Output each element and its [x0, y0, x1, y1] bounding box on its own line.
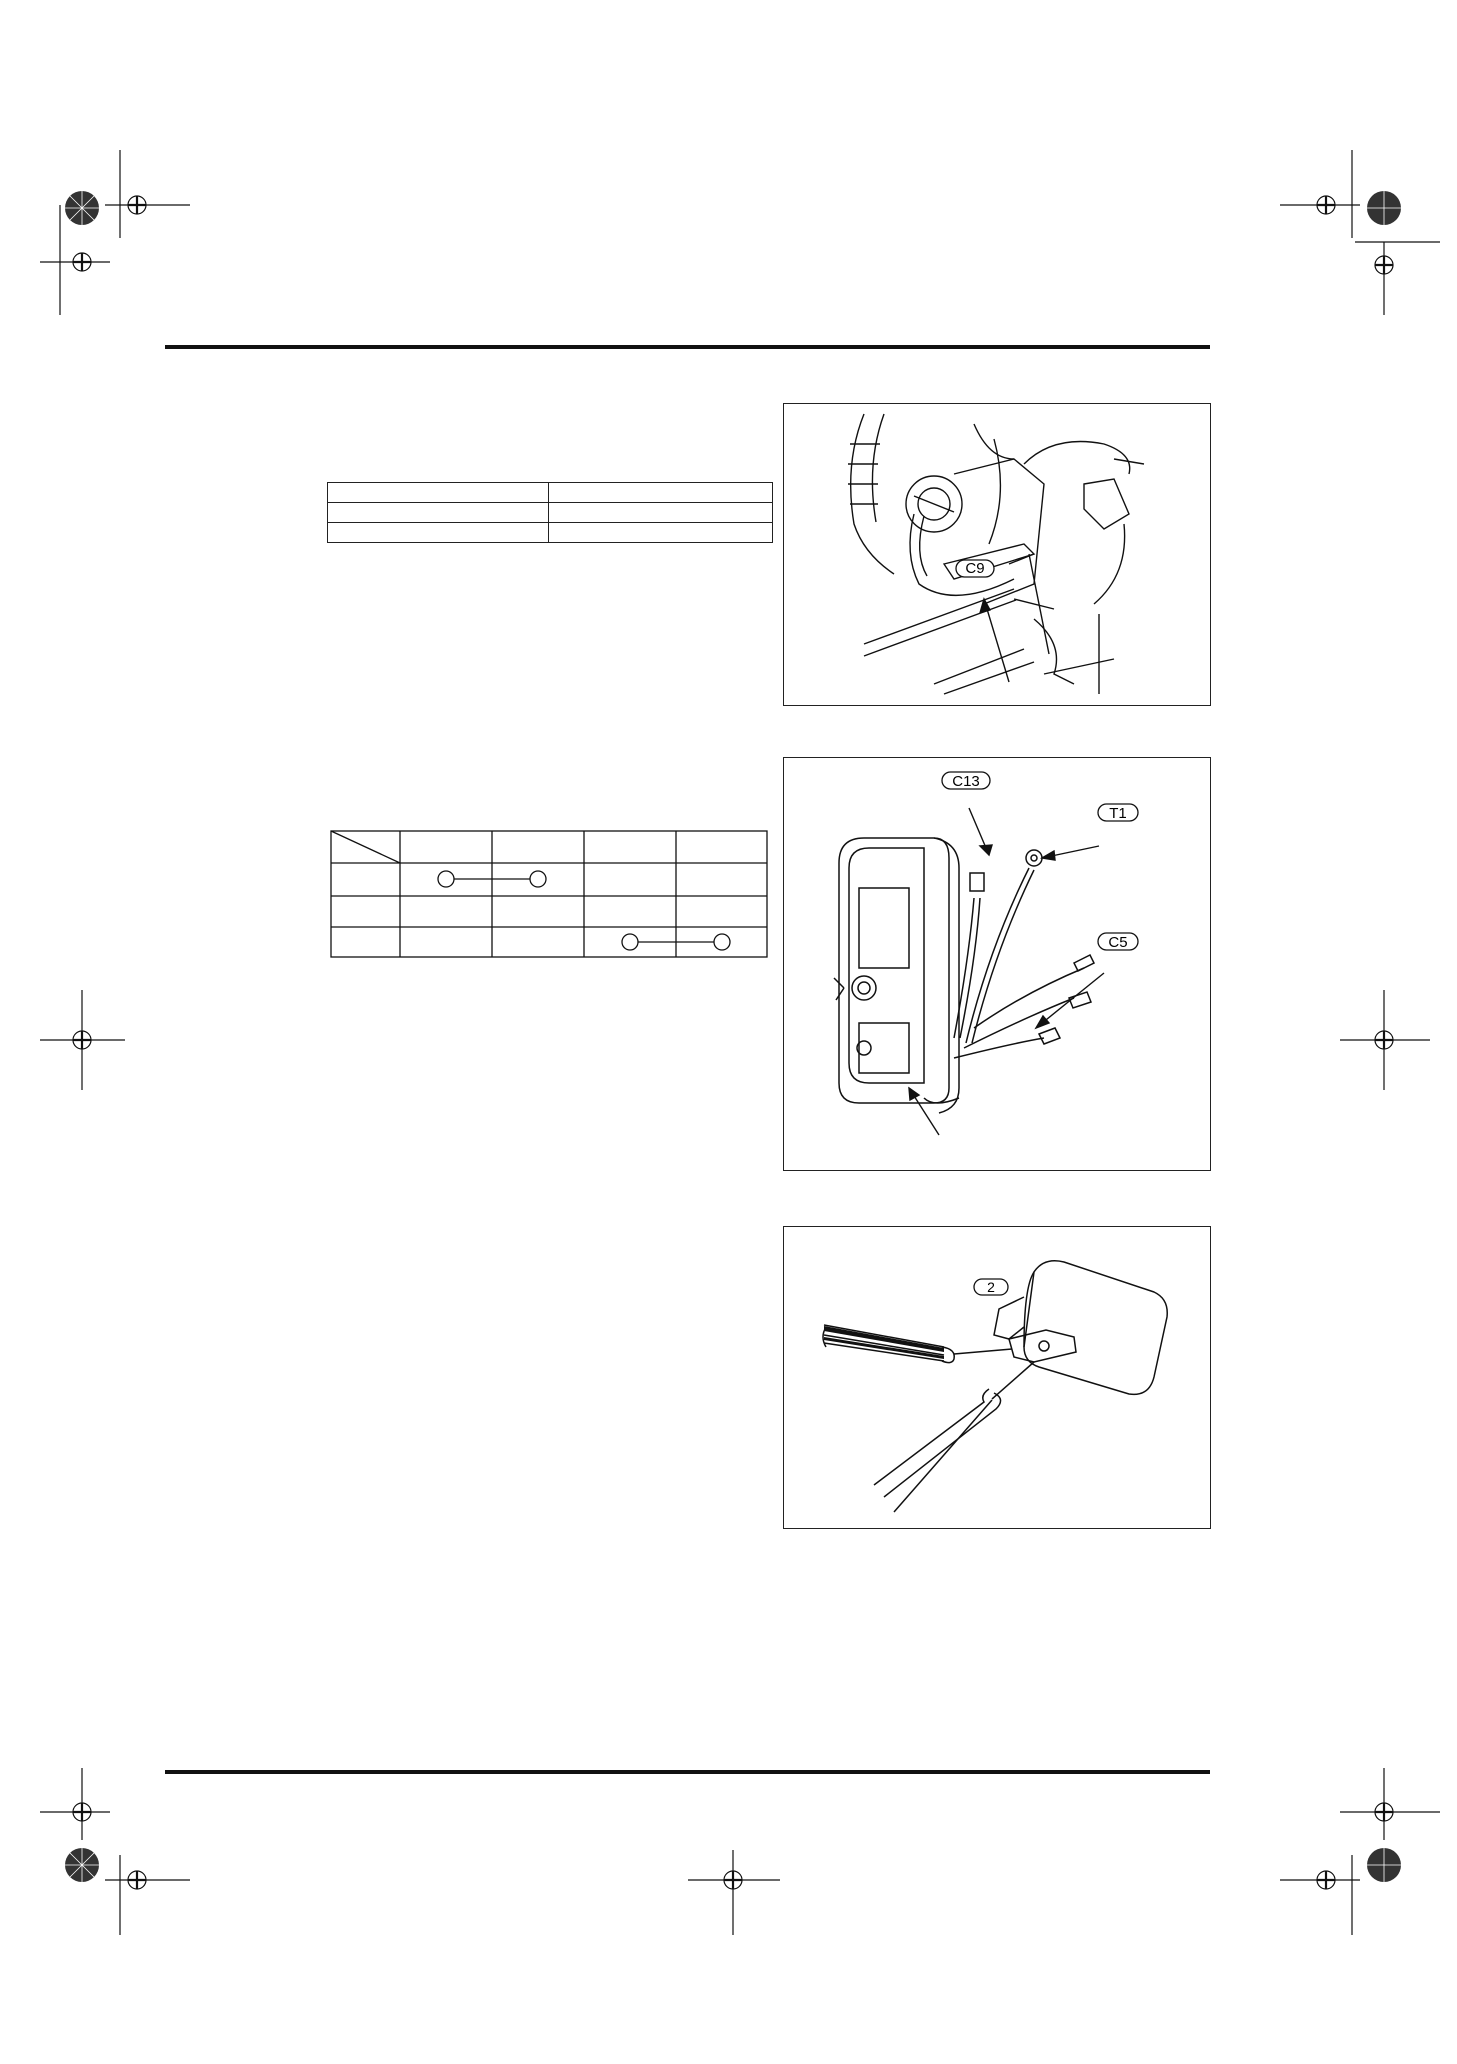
- figure-spark-plug-cap: [783, 403, 1211, 706]
- svg-text:2: 2: [987, 1279, 995, 1295]
- svg-text:T1: T1: [1109, 805, 1127, 822]
- ignition-module-illustration: [784, 758, 1212, 1172]
- header-rule: [165, 345, 1210, 349]
- footer-rule: [165, 1770, 1210, 1774]
- callout-c9: [956, 560, 994, 577]
- spec-table: [327, 482, 773, 543]
- figure-ignition-module: [783, 757, 1211, 1171]
- callout-t1: [1098, 804, 1138, 822]
- callout-2: [974, 1279, 1008, 1295]
- svg-text:C13: C13: [952, 773, 980, 790]
- spark-plug-illustration: [784, 404, 1212, 707]
- callout-c13: [942, 772, 990, 790]
- figure-diode-test: [783, 1226, 1211, 1529]
- continuity-table: [330, 830, 770, 960]
- svg-text:C9: C9: [965, 560, 985, 577]
- diode-test-illustration: [784, 1227, 1212, 1530]
- svg-text:C5: C5: [1108, 934, 1128, 951]
- callout-c5: [1098, 933, 1138, 951]
